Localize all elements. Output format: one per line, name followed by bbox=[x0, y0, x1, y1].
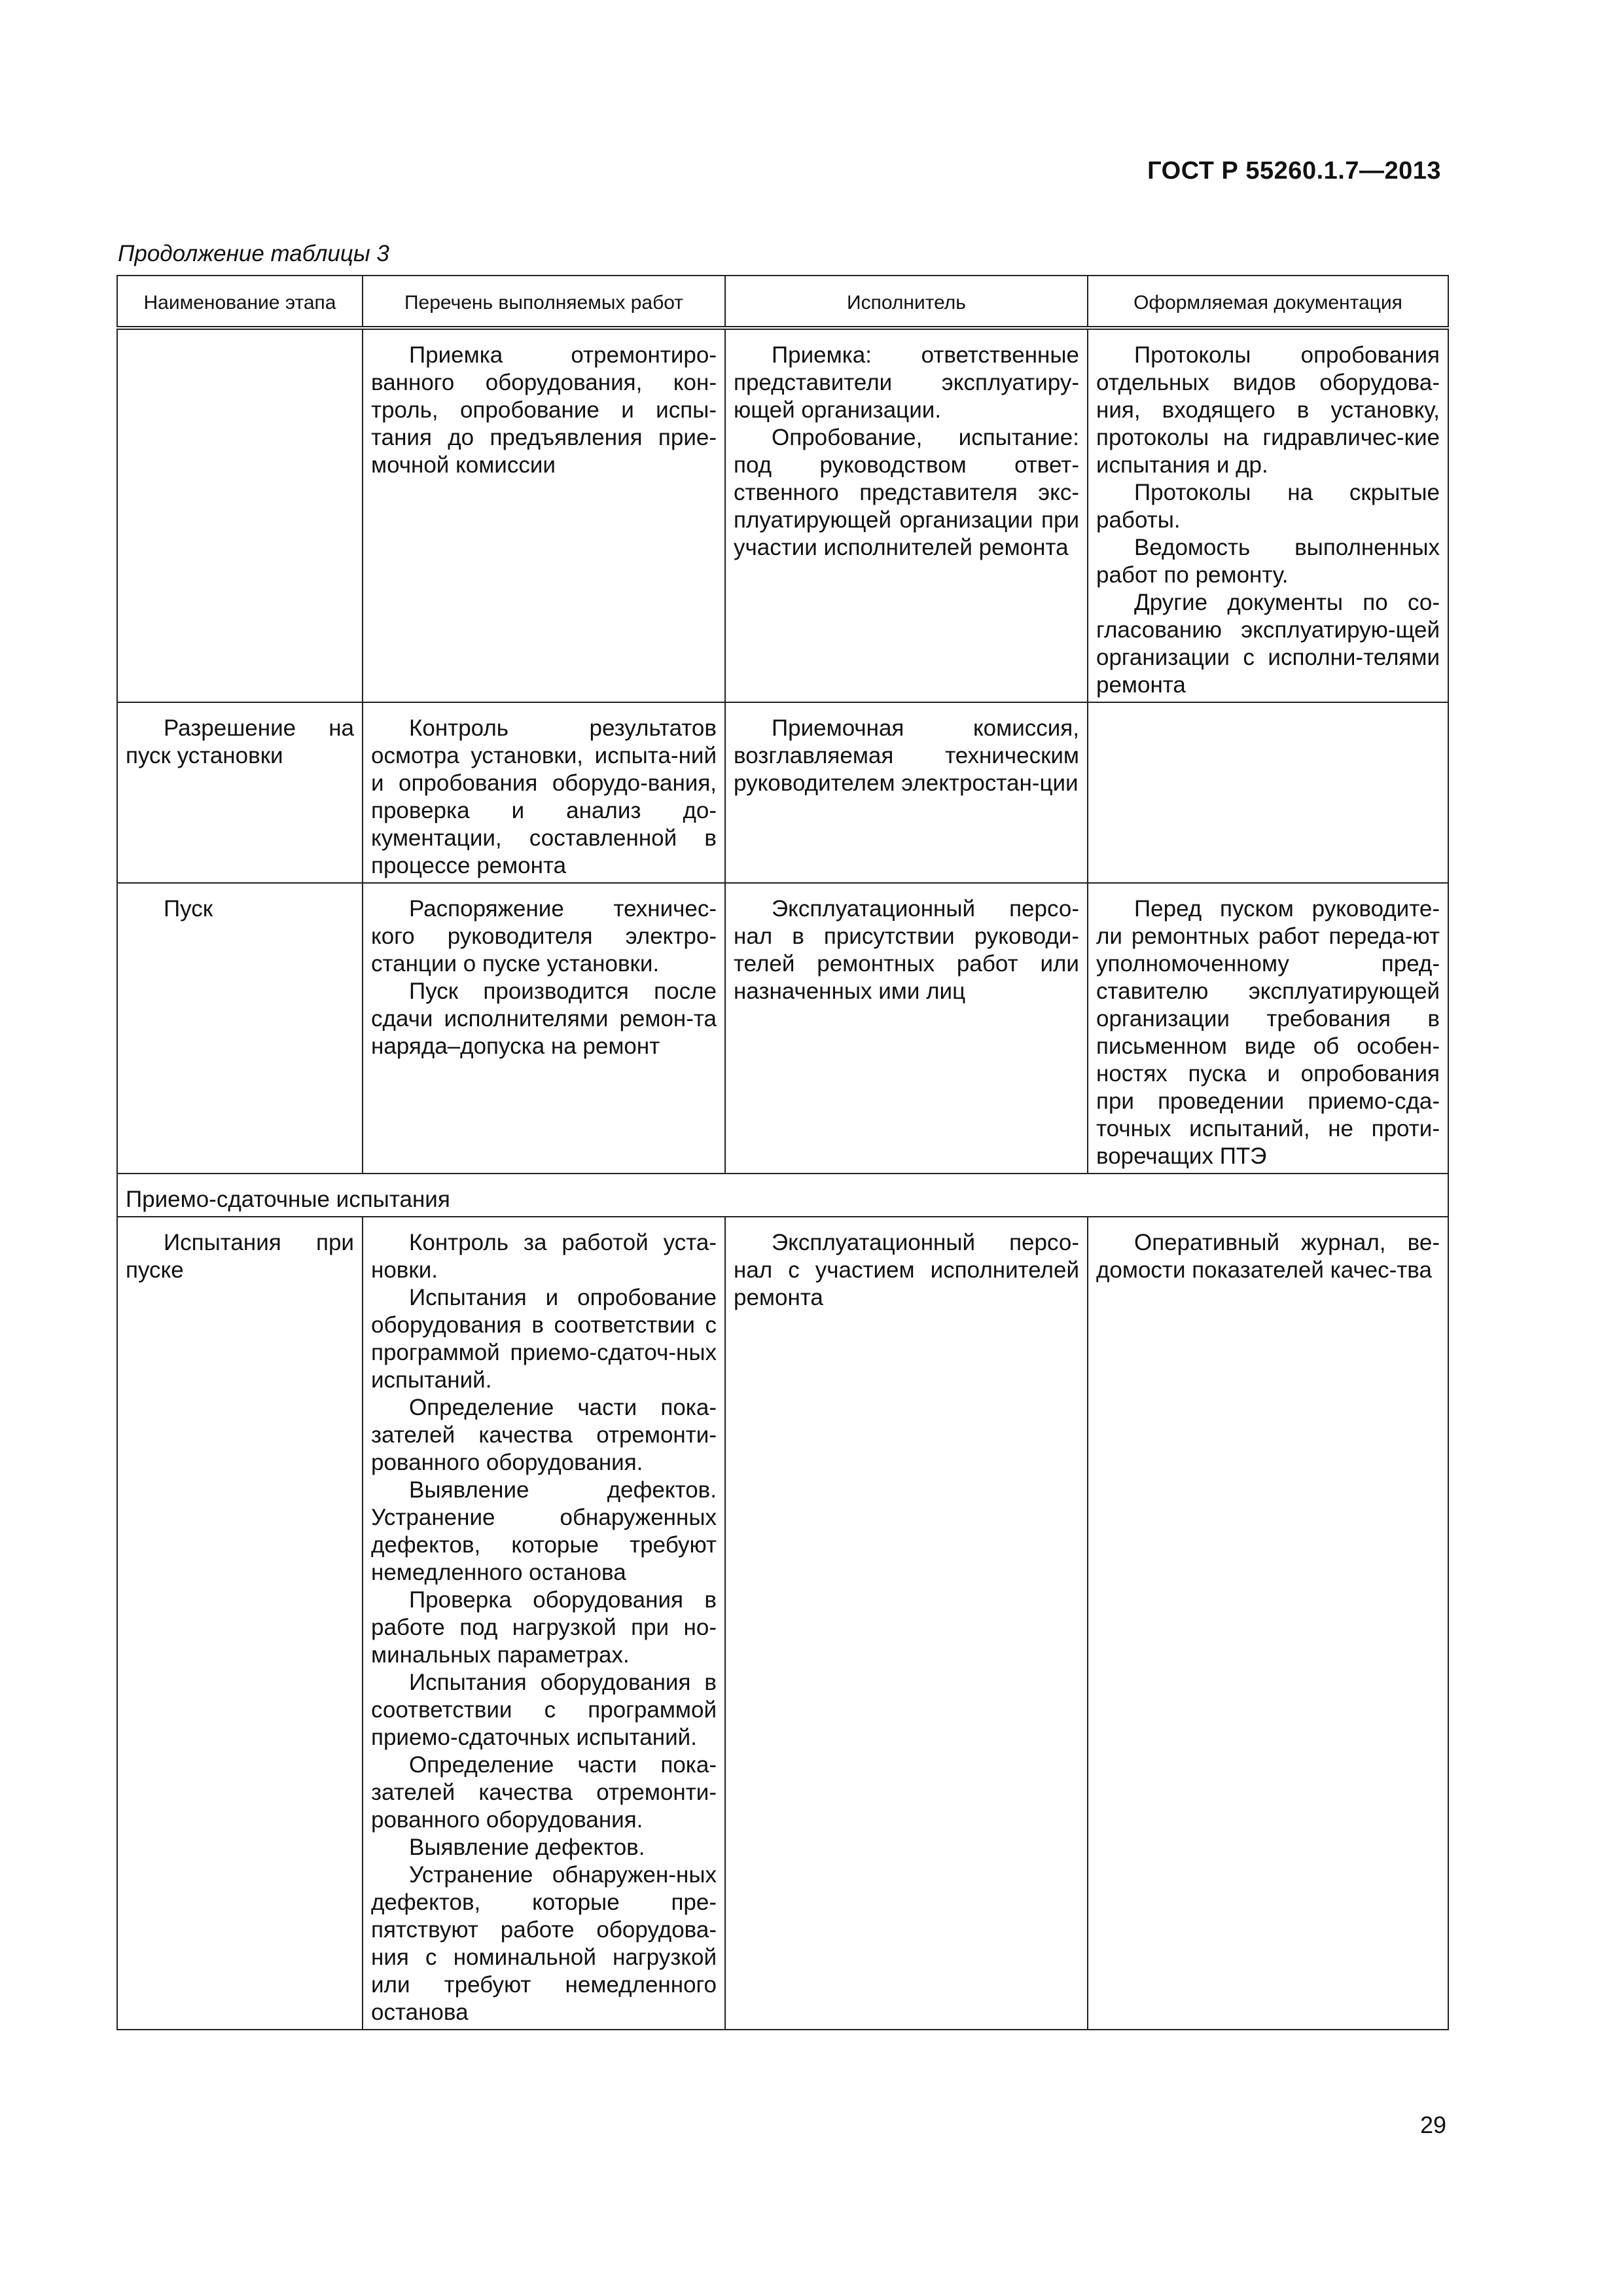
cell-paragraph: Проверка оборудования в работе под нагрузкой при но-минальных параметрах. bbox=[371, 1587, 717, 1668]
cell-executor bbox=[725, 883, 1088, 1174]
cell-paragraph: Опробование, испытание: под руководством ответ-ственного представителя экс-плуатирующей организации при участии исполнителей ремонта bbox=[734, 425, 1079, 560]
column-header-executor: Исполнитель bbox=[725, 276, 1088, 328]
cell-paragraph: Выявление дефектов. bbox=[409, 1835, 645, 1860]
section-header-row bbox=[117, 1174, 1448, 1217]
cell-paragraph: Другие документы по со-гласованию эксплуатирую-щей организации с исполни-телями ремонта bbox=[1096, 590, 1440, 698]
table-caption: Продолжение таблицы 3 bbox=[118, 241, 389, 266]
stages-table bbox=[116, 275, 1449, 2030]
column-header-docs: Оформляемая документация bbox=[1088, 276, 1448, 328]
cell-paragraph: Распоряжение техничес-кого руководителя электро-станции о пуске установки. bbox=[371, 896, 717, 977]
cell-docs bbox=[1088, 328, 1448, 702]
cell-paragraph: Оперативный журнал, ве-домости показателей качес-тва bbox=[1096, 1230, 1440, 1283]
cell-paragraph: Определение части пока-зателей качества отремонти-рованного оборудования. bbox=[371, 1752, 717, 1833]
cell-paragraph: Испытания при пуске bbox=[126, 1230, 354, 1283]
cell-works bbox=[363, 883, 725, 1174]
cell-executor bbox=[725, 1217, 1088, 2030]
page-number: 29 bbox=[1419, 2111, 1446, 2138]
cell-paragraph: Приемка: ответственные представители эксплуатиру-ющей организации. bbox=[734, 342, 1079, 423]
cell-paragraph: Испытания и опробование оборудования в соответствии с программой приемо-сдаточ-ных испытаний. bbox=[371, 1285, 717, 1393]
table-row bbox=[117, 883, 1448, 1174]
cell-paragraph: Контроль за работой уста-новки. bbox=[371, 1230, 717, 1283]
table-row bbox=[117, 328, 1448, 702]
cell-paragraph: Пуск производится после сдачи исполнителями ремон-та наряда–допуска на ремонт bbox=[371, 978, 717, 1059]
cell-stage bbox=[117, 702, 363, 883]
cell-paragraph: Разрешение на пуск установки bbox=[126, 715, 354, 768]
cell-paragraph: Протоколы на скрытые работы. bbox=[1096, 480, 1440, 533]
section-title: Приемо-сдаточные испытания bbox=[117, 1174, 1448, 1217]
cell-stage bbox=[117, 883, 363, 1174]
table-row bbox=[117, 1217, 1448, 2030]
cell-paragraph: Испытания оборудования в соответствии с программой приемо-сдаточных испытаний. bbox=[371, 1670, 717, 1750]
cell-paragraph: Эксплуатационный персо-нал с участием исполнителей ремонта bbox=[734, 1230, 1079, 1310]
cell-paragraph: Эксплуатационный персо-нал в присутствии руководи-телей ремонтных работ или назначенных ими лиц bbox=[734, 896, 1079, 1004]
cell-works bbox=[363, 702, 725, 883]
cell-paragraph: Приемка отремонтиро-ванного оборудования, кон-троль, опробование и испы-тания до предъявления прие-мочной комиссии bbox=[371, 342, 717, 478]
cell-paragraph: Контроль результатов осмотра установки, испыта-ний и опробования оборудо-вания, проверка и анализ до-кументации, составленной в процессе ремонта bbox=[371, 715, 717, 878]
cell-paragraph: Ведомость выполненных работ по ремонту. bbox=[1096, 535, 1440, 588]
cell-works bbox=[363, 328, 725, 702]
column-header-works: Перечень выполняемых работ bbox=[363, 276, 725, 328]
cell-docs bbox=[1088, 702, 1448, 883]
cell-docs bbox=[1088, 1217, 1448, 2030]
cell-stage bbox=[117, 328, 363, 702]
document-code: ГОСТ Р 55260.1.7—2013 bbox=[1147, 157, 1441, 185]
column-header-stage: Наименование этапа bbox=[117, 276, 363, 328]
cell-works bbox=[363, 1217, 725, 2030]
cell-paragraph: Устранение обнаружен-ных дефектов, которые пре-пятствуют работе оборудова-ния с номинальной нагрузкой или требуют немедленного останова bbox=[371, 1862, 717, 2025]
cell-paragraph: Приемочная комиссия, возглавляемая техническим руководителем электростан-ции bbox=[734, 715, 1079, 796]
table-row bbox=[117, 702, 1448, 883]
table-body bbox=[117, 328, 1448, 2030]
cell-paragraph: Протоколы опробования отдельных видов оборудова-ния, входящего в установку, протоколы на гидравличес-кие испытания и др. bbox=[1096, 342, 1440, 478]
cell-paragraph: Выявление дефектов. Устранение обнаруженных дефектов, которые требуют немедленного останова bbox=[371, 1477, 717, 1585]
cell-executor bbox=[725, 328, 1088, 702]
cell-stage bbox=[117, 1217, 363, 2030]
cell-paragraph: Пуск bbox=[164, 896, 213, 922]
cell-executor bbox=[725, 702, 1088, 883]
cell-docs bbox=[1088, 883, 1448, 1174]
cell-paragraph: Перед пуском руководите-ли ремонтных работ переда-ют уполномоченному пред-ставителю эксплуатирующей организации требования в письменном виде об особен-ностях пуска и опробования при проведении приемо-сда-точных испытаний, не проти-воречащих ПТЭ bbox=[1096, 896, 1440, 1169]
cell-paragraph: Определение части пока-зателей качества отремонти-рованного оборудования. bbox=[371, 1395, 717, 1475]
table-header-row bbox=[117, 276, 1448, 328]
